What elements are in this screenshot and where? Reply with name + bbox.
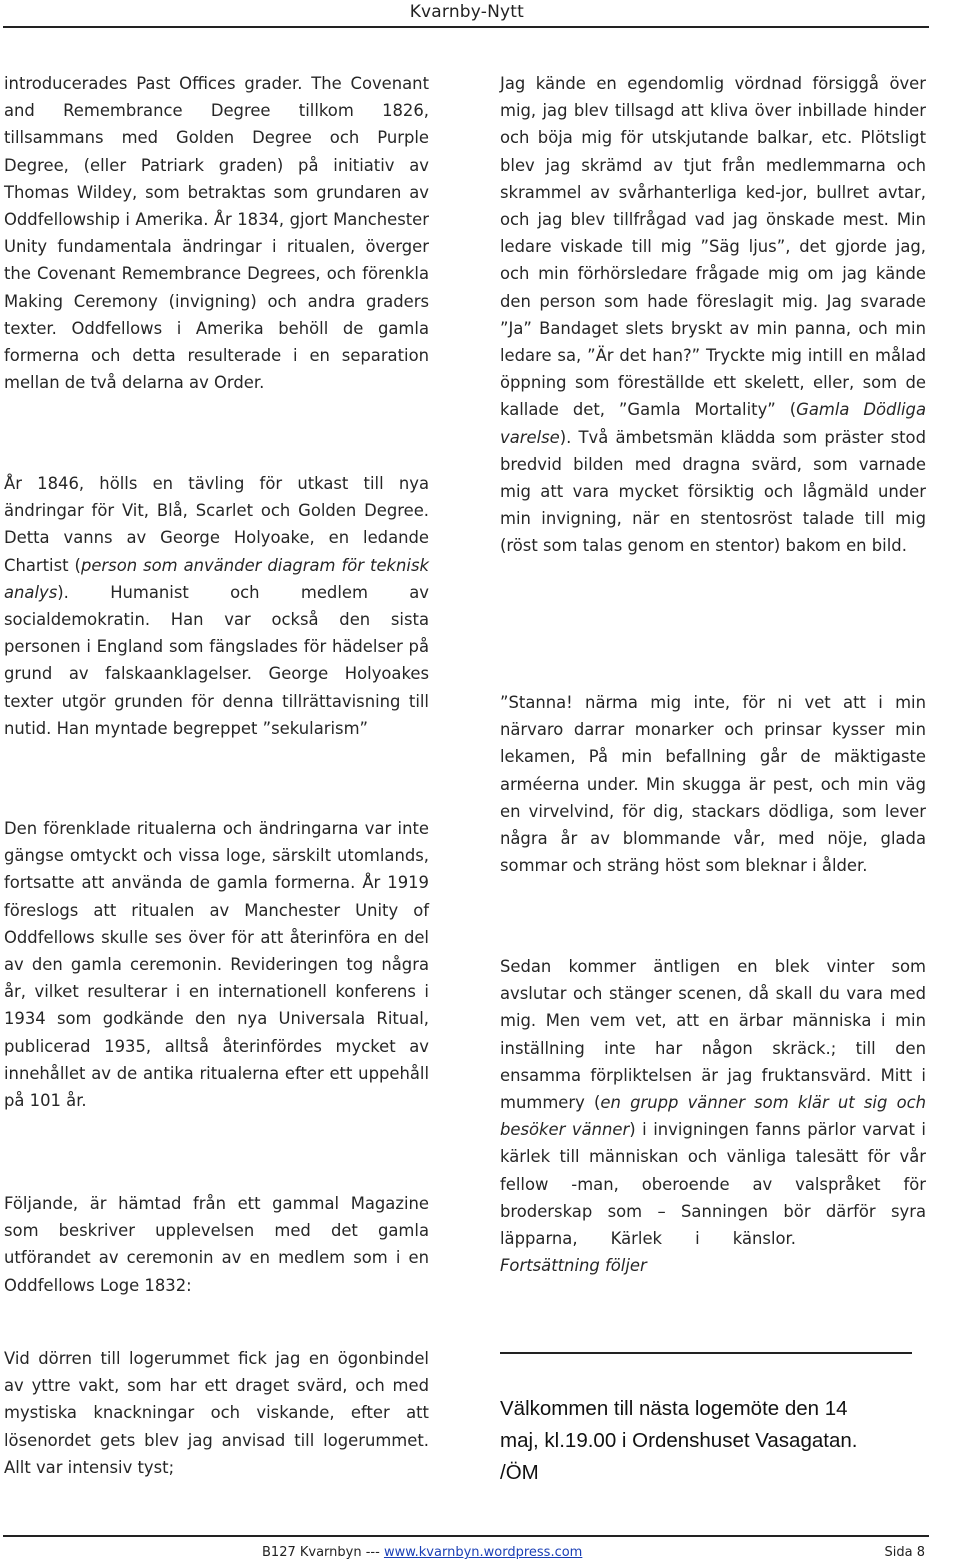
left-paragraph-history: introducerades Past Offices grader. The Covenant and Remembrance Degree tillkom 1826, tillsammans med Golden Degree och Purple Degree, (eller Patriark graden) på initiativ av Thomas Wildey, som betraktas som grundaren av Oddfellowship i Amerika. År 1834, gjort Manchester Unity fundamentala ändringar i ritualen, överger the Covenant Remembrance Degrees, och förenkla Making Ceremony (invigning) och andra graders texter. Oddfellows i Amerika behöll de gamla formerna och detta resulterade i en separation mellan de två delarna av Order. <box>4 74 429 393</box>
holyoake-text-end: ). Humanist och medlem av socialdemokratin. Han var också den sista personen i England som fängslades för hädelser på grund av falskaanklagelser. George Holyoakes texter utgör grunden för denna tillrättavisning till nutid. Han myntade begreppet ”sekularism” <box>4 582 429 738</box>
right-paragraph-ceremony <box>500 70 926 560</box>
footer-issue-label: B127 Kvarnbyn --- <box>262 1545 384 1560</box>
winter-text-start: Sedan kommer äntligen en blek vinter som avslutar och stänger scenen, då skall du vara med mig. Men vem vet, att en ärbar människa i min inställning inte har någon skräck.; till den ensamma förpliktelsen är jag fruktansvärd. Mitt i mummery ( <box>500 957 926 1113</box>
welcome-line-1: Välkommen till nästa logemöte den 14 <box>500 1397 848 1420</box>
winter-text-end: ) i invigningen fanns pärlor varvat i kärlek till människan och vänliga talesätt för vår fellow -man, oberoende av valspråket för broderskap som – Sanningen bör därför syra läpparna, Kärlek i känslor. <box>500 1120 926 1249</box>
footer-divider <box>3 1535 929 1537</box>
welcome-line-2: maj, kl.19.00 i Ordenshuset Vasagatan. <box>500 1429 858 1452</box>
chartist-explanation: person som använder diagram för teknisk analys <box>4 555 429 602</box>
mortality-translation: Gamla Dödliga varelse <box>500 400 926 447</box>
welcome-notice <box>500 1393 920 1489</box>
ceremony-text-start: Jag kände en egendomlig vördnad försiggå över mig, jag blev tillsagd att kliva över inbillade hinder och böja mig för utskjutande balkar, etc. Plötsligt blev jag skrämd av tjut från medlemmarna och skrammel av svårhanterliga ked-jor, bullret avtar, och jag blev tillfrågad vad jag önskade mest. Min ledare viskade till mig ”Säg ljus”, det gjorde jag, och min förhörsledare frågade mig om jag kände den person som hade föreslagit mig. Jag svarade ”Ja” Bandaget slets bryskt av min panna, och min ledare sa, ”Är det han?” Tryckte mig intill en målad öppning som föreställde ett skelett, eller, som de kallade det, ”Gamla Mortality” ( <box>500 74 926 420</box>
left-paragraph-ritual-revision: Den förenklade ritualerna och ändringarna var inte gängse omtyckt och vissa loge, särskilt utomlands, fortsatte att använda de gamla formerna. År 1919 föreslogs att ritualen av Manchester Unity of Oddfellows skulle ses över för att återinföra en del av den gamla ceremonin. Revideringen tog några år, vilket resulterar i en internationell konferens i 1934 som godkände den nya Universala Ritual, publicerad 1935, alltså återinfördes mycket av innehållet av de antika ritualerna efter ett uppehåll på 101 år. <box>4 819 429 1111</box>
left-paragraph-magazine-intro: Följande, är hämtad från ett gammal Magazine som beskriver upplevelsen med det gamla utförandet av ceremonin av en medlem som i en Oddfellows Loge 1832: <box>4 1194 429 1295</box>
newsletter-title: Kvarnby-Nytt <box>409 2 524 22</box>
right-paragraph-stanna: ”Stanna! närma mig inte, för ni vet att i min närvaro darrar monarker och prinsar kysser min lekamen, På min befallning går de mäktigaste arméerna under. Min skugga är pest, och min väg en virvelvind, för dig, stackars dödliga, som lever några år av blommande vår, med nöje, glada sommar och sträng höst som bleknar i ålder. <box>500 693 926 876</box>
continuation-note: Fortsättning följer <box>500 1256 647 1276</box>
right-paragraph-winter <box>500 953 926 1279</box>
footer-issue <box>262 1545 582 1560</box>
left-paragraph-holyoake <box>4 470 429 742</box>
left-paragraph-door: Vid dörren till logerummet fick jag en ögonbindel av yttre vakt, som har ett draget svärd, och med mystiska knackningar och viskande, efter att lösenordet gets blev jag anvisad till logerummet. Allt var intensiv tyst; <box>4 1349 429 1477</box>
welcome-signature: /ÖM <box>500 1461 539 1484</box>
header-divider <box>3 26 929 28</box>
page-number: Sida 8 <box>884 1545 925 1560</box>
welcome-divider <box>500 1352 912 1354</box>
mummery-explanation: en grupp vänner som klär ut sig och besöker vänner <box>500 1093 926 1140</box>
ceremony-text-end: ). Två ämbetsmän klädda som präster stod bredvid bilden med dragna svärd, som varnade mig att vara mycket försiktig och lågmäld under min invigning, när en stentosröst talade till mig (röst som talas genom en stentor) bakom en bild. <box>500 427 926 556</box>
website-link[interactable]: www.kvarnbyn.wordpress.com <box>383 1545 583 1560</box>
holyoake-text-start: År 1846, hölls en tävling för utkast till nya ändringar för Vit, Blå, Scarlet och Golden Degree. Detta vanns av George Holyoake, en ledande Chartist ( <box>4 474 429 575</box>
